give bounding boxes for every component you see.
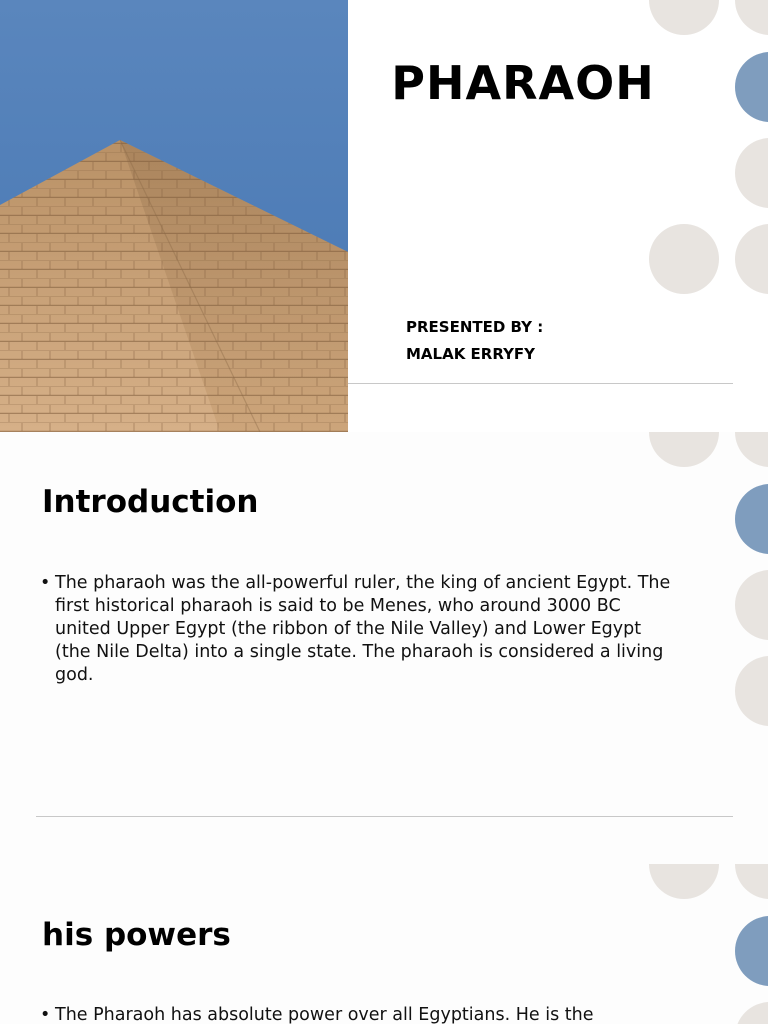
slide-heading: Introduction xyxy=(42,484,259,520)
decor-circle xyxy=(735,138,768,208)
decor-circle xyxy=(649,432,719,467)
decor-circle xyxy=(735,916,768,986)
pyramid-photo xyxy=(0,0,348,432)
divider-line xyxy=(36,816,733,817)
decor-circle xyxy=(735,0,768,35)
decor-circle xyxy=(735,484,768,554)
decor-circle xyxy=(735,432,768,467)
bullet-item xyxy=(40,572,680,687)
decor-circle xyxy=(649,0,719,35)
powers-slide xyxy=(0,864,768,1024)
presenter-name: MALAK ERRYFY xyxy=(406,345,536,363)
divider-line xyxy=(348,383,733,384)
bullet-item xyxy=(40,1004,680,1024)
introduction-slide xyxy=(0,432,768,864)
title-slide xyxy=(0,0,768,432)
presented-by-label: PRESENTED BY : xyxy=(406,318,544,336)
decor-circle xyxy=(735,52,768,122)
decor-circle xyxy=(649,864,719,899)
decor-circle xyxy=(735,656,768,726)
presentation-title: PHARAOH xyxy=(391,56,655,110)
bullet-symbol: • xyxy=(40,1005,51,1024)
decor-circle xyxy=(735,864,768,899)
bullet-text: The Pharaoh has absolute power over all Egyptians. He is the xyxy=(55,1005,594,1024)
slide-heading: his powers xyxy=(42,917,231,953)
presenter-block xyxy=(406,314,543,368)
decor-circle xyxy=(649,224,719,294)
bullet-text: The pharaoh was the all-powerful ruler, the king of ancient Egypt. The first historical pharaoh is said to be Menes, who around 3000 BC united Upper Egypt (the ribbon of the Nile Valley) and Lower Egypt (the Nile Delta) into a single state. The pharaoh is considered a living god. xyxy=(55,573,671,685)
bullet-symbol: • xyxy=(40,573,51,593)
decor-circle xyxy=(735,570,768,640)
decor-circle xyxy=(735,224,768,294)
decor-circle xyxy=(735,1002,768,1024)
